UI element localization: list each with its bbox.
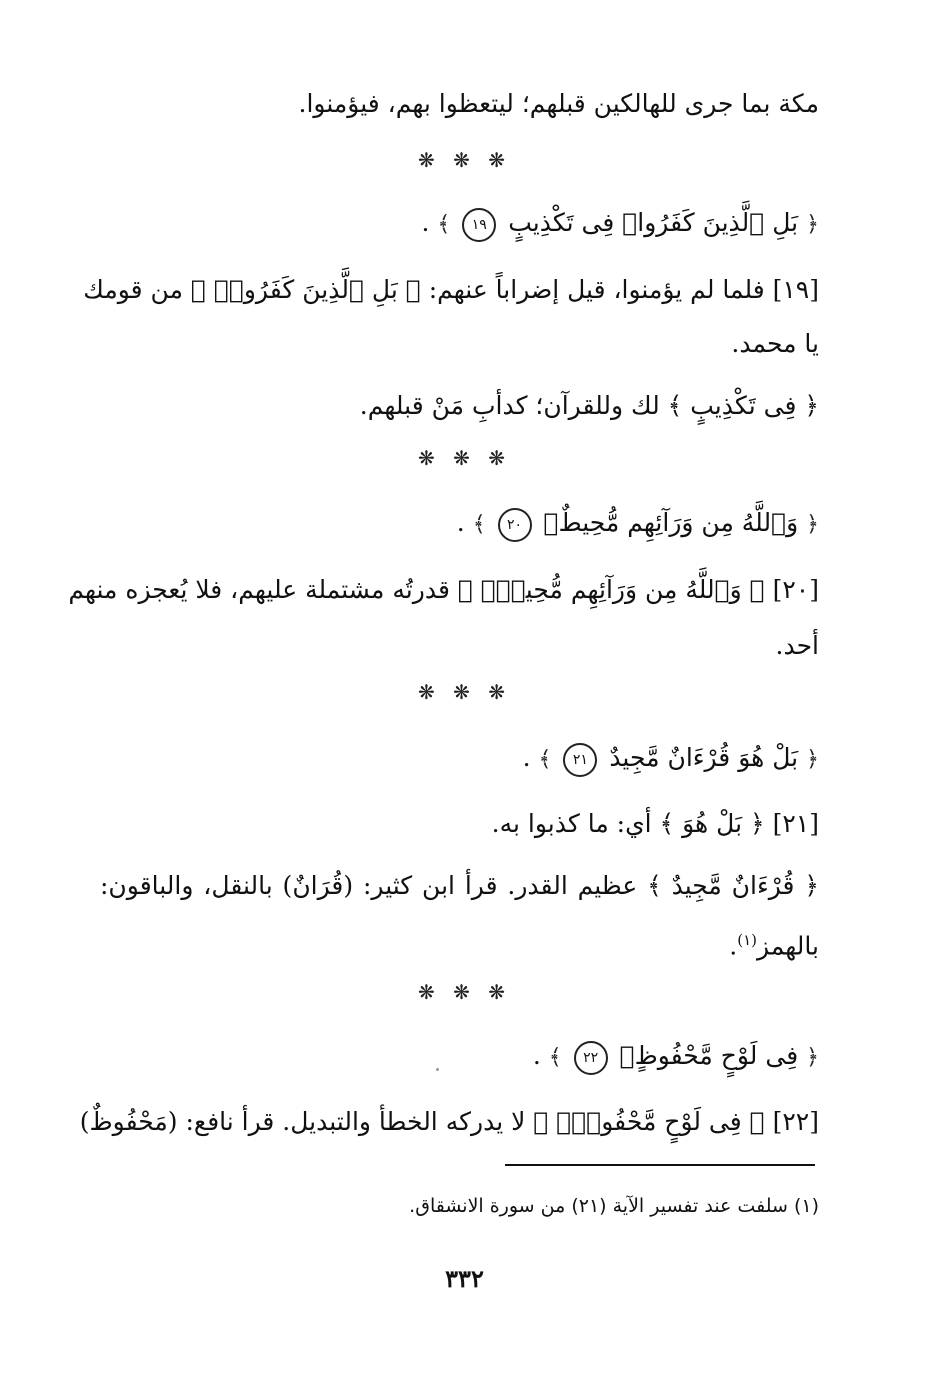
ayah-number-19: ١٩ bbox=[462, 208, 496, 242]
verse-bracket-close: ﴾ bbox=[437, 212, 451, 237]
verse-bracket-close: ﴾ bbox=[538, 747, 552, 772]
commentary-line: [١٩] فلما لم يؤمنوا، قيل إضراباً عنهم: ﴿ بَلِ ٱلَّذِينَ كَفَرُوا۟ ﴾ من قومك bbox=[83, 275, 819, 304]
commentary-line: ﴿ قُرْءَانٌ مَّجِيدٌ ﴾ عظيم القدر. قرأ ابن كثير: (قُرَانٌ) بالنقل، والباقون: bbox=[100, 871, 819, 900]
verse-bracket-close: ﴾ bbox=[472, 512, 486, 537]
verse-19 bbox=[421, 205, 819, 243]
footnote-ref: (١) bbox=[737, 931, 758, 949]
ayah-number-21: ٢١ bbox=[563, 743, 597, 777]
commentary-line: [٢٠] ﴿ وَٱللَّهُ مِن وَرَآئِهِم مُّحِيطٌۢ ﴾ قدرتُه مشتملة عليهم، فلا يُعجزه منهم bbox=[68, 575, 819, 604]
ayah-number-22: ٢٢ bbox=[574, 1041, 608, 1075]
section-separator: ❋ ❋ ❋ bbox=[418, 446, 511, 470]
footnote: (١) سلفت عند تفسير الآية (٢١) من سورة الانشقاق. bbox=[409, 1195, 819, 1217]
verse-text: بَلْ هُوَ قُرْءَانٌ مَّجِيدٌ bbox=[609, 743, 799, 772]
commentary-end: . bbox=[729, 931, 738, 961]
commentary-text: بالهمز bbox=[757, 931, 819, 961]
verse-bracket-open: ﴿ bbox=[806, 512, 819, 537]
commentary-line: أحد. bbox=[775, 631, 819, 660]
section-separator: ❋ ❋ ❋ bbox=[418, 148, 511, 172]
verse-period: . bbox=[456, 508, 465, 537]
verse-text: فِى لَوْحٍ مَّحْفُوظٍۭ bbox=[619, 1041, 799, 1070]
verse-bracket-close: ﴾ bbox=[548, 1045, 562, 1070]
verse-period: . bbox=[532, 1041, 541, 1070]
verse-text: وَٱللَّهُ مِن وَرَآئِهِم مُّحِيطٌۢ bbox=[543, 508, 799, 537]
text-line: مكة بما جرى للهالكين قبلهم؛ ليتعظوا بهم، فيؤمنوا. bbox=[298, 89, 819, 118]
commentary-line: ﴿ فِى تَكْذِيبٍ ﴾ لك وللقرآن؛ كدأبِ مَنْ قبلهم. bbox=[359, 391, 819, 420]
footnote-divider bbox=[505, 1164, 815, 1166]
commentary-line: [٢١] ﴿ بَلْ هُوَ ﴾ أي: ما كذبوا به. bbox=[491, 809, 819, 838]
verse-22 bbox=[533, 1038, 819, 1076]
page-number: ٣٣٢ bbox=[445, 1264, 484, 1293]
verse-period: . bbox=[421, 208, 430, 237]
commentary-line bbox=[729, 922, 819, 964]
section-separator: ❋ ❋ ❋ bbox=[418, 680, 511, 704]
section-separator: ❋ ❋ ❋ bbox=[418, 980, 511, 1004]
verse-period: . bbox=[522, 743, 531, 772]
commentary-line: [٢٢] ﴿ فِى لَوْحٍ مَّحْفُوظٍۭ ﴾ لا يدركه الخطأ والتبديل. قرأ نافع: (مَحْفُوظٌ) bbox=[79, 1107, 819, 1136]
verse-bracket-open: ﴿ bbox=[806, 747, 819, 772]
stray-dot bbox=[436, 1068, 439, 1071]
verse-21 bbox=[523, 740, 819, 778]
verse-bracket-open: ﴿ bbox=[806, 1045, 819, 1070]
verse-text: بَلِ ٱلَّذِينَ كَفَرُوا۟ فِى تَكْذِيبٍ bbox=[508, 208, 799, 237]
verse-20 bbox=[457, 505, 819, 543]
verse-bracket-open: ﴿ bbox=[806, 212, 819, 237]
ayah-number-20: ٢٠ bbox=[498, 508, 532, 542]
commentary-line: يا محمد. bbox=[731, 329, 819, 358]
